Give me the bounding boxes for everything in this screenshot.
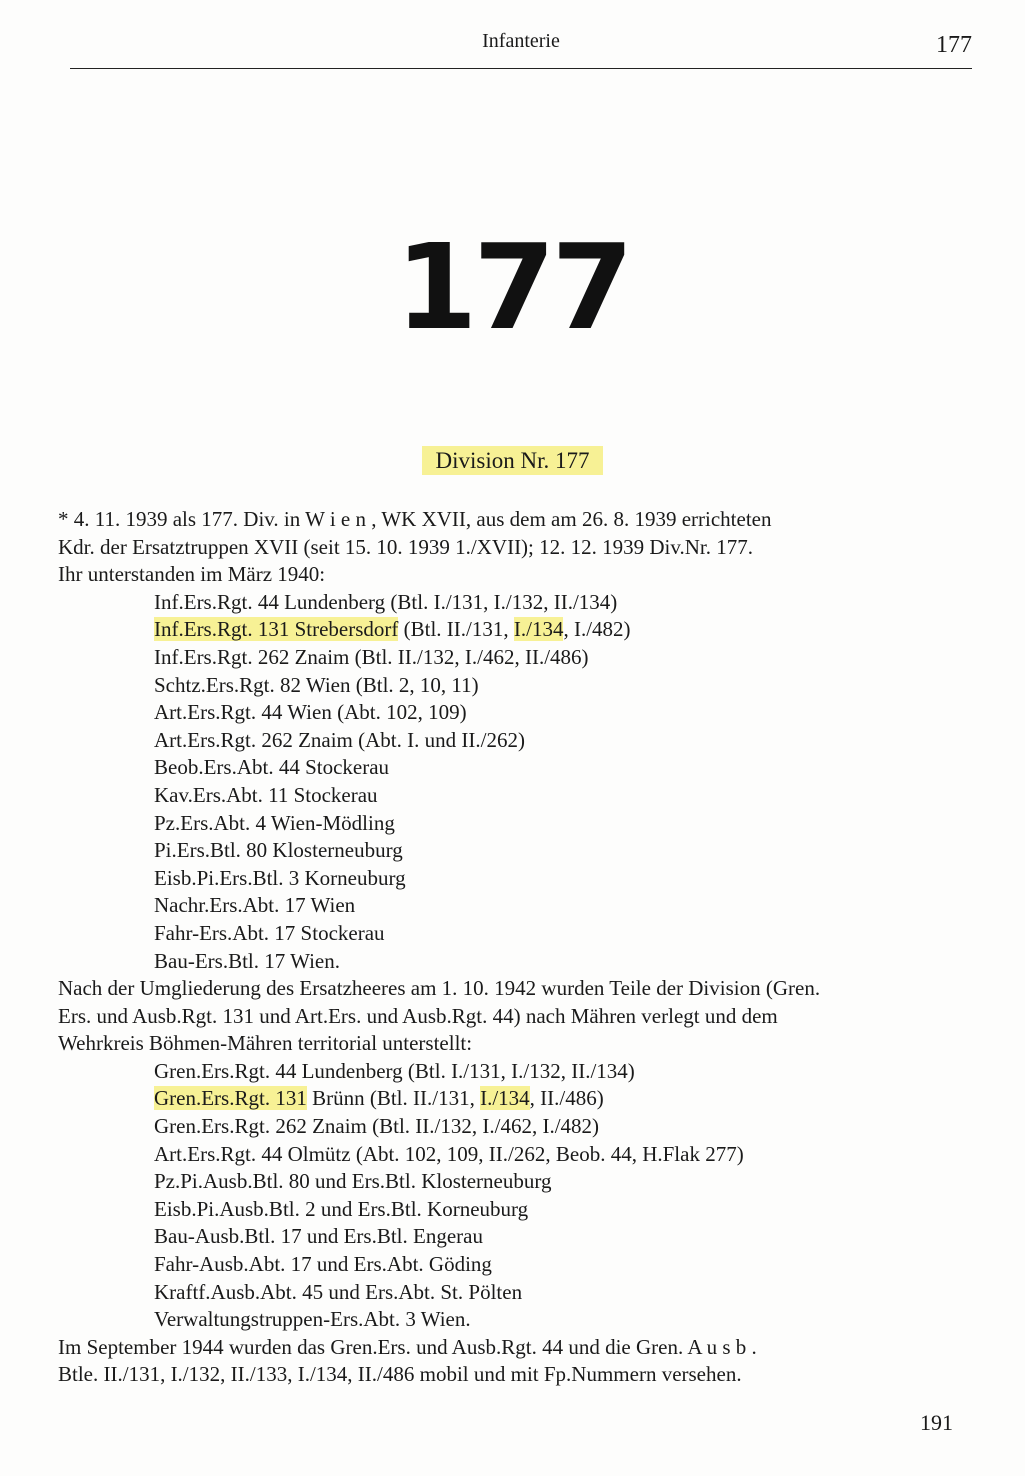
running-head-page-number: 177 (936, 32, 972, 58)
highlight: I./134 (513, 617, 564, 642)
highlight: I./134 (480, 1086, 530, 1111)
unit-1940-item: Kav.Ers.Abt. 11 Stockerau (154, 782, 378, 807)
footer-page-number: 191 (920, 1410, 953, 1435)
division-number-display: 177 (395, 218, 630, 356)
unit-1940-item: Schtz.Ers.Rgt. 82 Wien (Btl. 2, 10, 11) (154, 672, 479, 697)
unit-1940-item: Bau-Ers.Btl. 17 Wien. (154, 948, 340, 973)
running-head (70, 28, 972, 69)
intro-line: Kdr. der Ersatztruppen XVII (seit 15. 10. 1939 1./XVII); 12. 12. 1939 Div.Nr. 177. (58, 534, 754, 559)
body-text (58, 506, 958, 1389)
unit-1942-item: Verwaltungstruppen-Ers.Abt. 3 Wien. (154, 1307, 471, 1332)
closing-line: Im September 1944 wurden das Gren.Ers. und Ausb.Rgt. 44 und die Gren. A u s b . (58, 1334, 757, 1359)
section-heading (0, 448, 1025, 474)
middle-line: Wehrkreis Böhmen-Mähren territorial unterstellt: (58, 1031, 473, 1056)
unit-1940-item: Inf.Ers.Rgt. 262 Znaim (Btl. II./132, I./462, II./486) (154, 644, 589, 669)
unit-1940-item: Inf.Ers.Rgt. 44 Lundenberg (Btl. I./131, I./132, II./134) (154, 589, 618, 614)
unit-1942-item: Pz.Pi.Ausb.Btl. 80 und Ers.Btl. Klosterneuburg (154, 1169, 552, 1194)
unit-text: (Btl. II./131, (398, 617, 514, 642)
unit-text: , II./486) (529, 1086, 604, 1111)
unit-1942-item: Art.Ers.Rgt. 44 Olmütz (Abt. 102, 109, II./262, Beob. 44, H.Flak 277) (154, 1141, 744, 1166)
closing-line: Btle. II./131, I./132, II./133, I./134, II./486 mobil und mit Fp.Nummern versehen. (58, 1362, 742, 1387)
unit-1942-item-highlighted (58, 1085, 958, 1113)
highlight: Gren.Ers.Rgt. 131 (154, 1086, 307, 1111)
unit-1942-item: Gren.Ers.Rgt. 262 Znaim (Btl. II./132, I./462, I./482) (154, 1114, 600, 1139)
running-head-title: Infanterie (482, 30, 560, 52)
unit-text: , I./482) (563, 617, 631, 642)
middle-line: Nach der Umgliederung des Ersatzheeres am 1. 10. 1942 wurden Teile der Division (Gren. (58, 976, 821, 1001)
unit-1940-item: Pz.Ers.Abt. 4 Wien-Mödling (154, 810, 395, 835)
unit-1940-item: Beob.Ers.Abt. 44 Stockerau (154, 755, 390, 780)
unit-1940-item: Pi.Ers.Btl. 80 Klosterneuburg (154, 838, 403, 863)
highlight: Inf.Ers.Rgt. 131 Strebersdorf (154, 617, 399, 642)
unit-1940-item: Eisb.Pi.Ers.Btl. 3 Korneuburg (154, 865, 406, 890)
unit-1940-item: Art.Ers.Rgt. 262 Znaim (Abt. I. und II./262) (154, 727, 525, 752)
middle-line: Ers. und Ausb.Rgt. 131 und Art.Ers. und Ausb.Rgt. 44) nach Mähren verlegt und dem (58, 1003, 778, 1028)
unit-1942-item: Gren.Ers.Rgt. 44 Lundenberg (Btl. I./131, I./132, II./134) (154, 1058, 635, 1083)
unit-text: Brünn (Btl. II./131, (306, 1086, 481, 1111)
unit-1942-item: Eisb.Pi.Ausb.Btl. 2 und Ers.Btl. Korneuburg (154, 1196, 529, 1221)
unit-1942-item: Bau-Ausb.Btl. 17 und Ers.Btl. Engerau (154, 1224, 483, 1249)
section-heading-text: Division Nr. 177 (422, 446, 604, 475)
unit-1942-item: Fahr-Ausb.Abt. 17 und Ers.Abt. Göding (154, 1252, 492, 1277)
intro-line: * 4. 11. 1939 als 177. Div. in W i e n , WK XVII, aus dem am 26. 8. 1939 errichteten (58, 507, 772, 531)
unit-1940-item-highlighted (58, 616, 958, 644)
unit-1940-item: Nachr.Ers.Abt. 17 Wien (154, 893, 356, 918)
unit-1942-item: Kraftf.Ausb.Abt. 45 und Ers.Abt. St. Pölten (154, 1279, 523, 1304)
unit-1940-item: Art.Ers.Rgt. 44 Wien (Abt. 102, 109) (154, 700, 467, 725)
unit-1940-item: Fahr-Ers.Abt. 17 Stockerau (154, 920, 385, 945)
intro-line: Ihr unterstanden im März 1940: (58, 562, 326, 587)
